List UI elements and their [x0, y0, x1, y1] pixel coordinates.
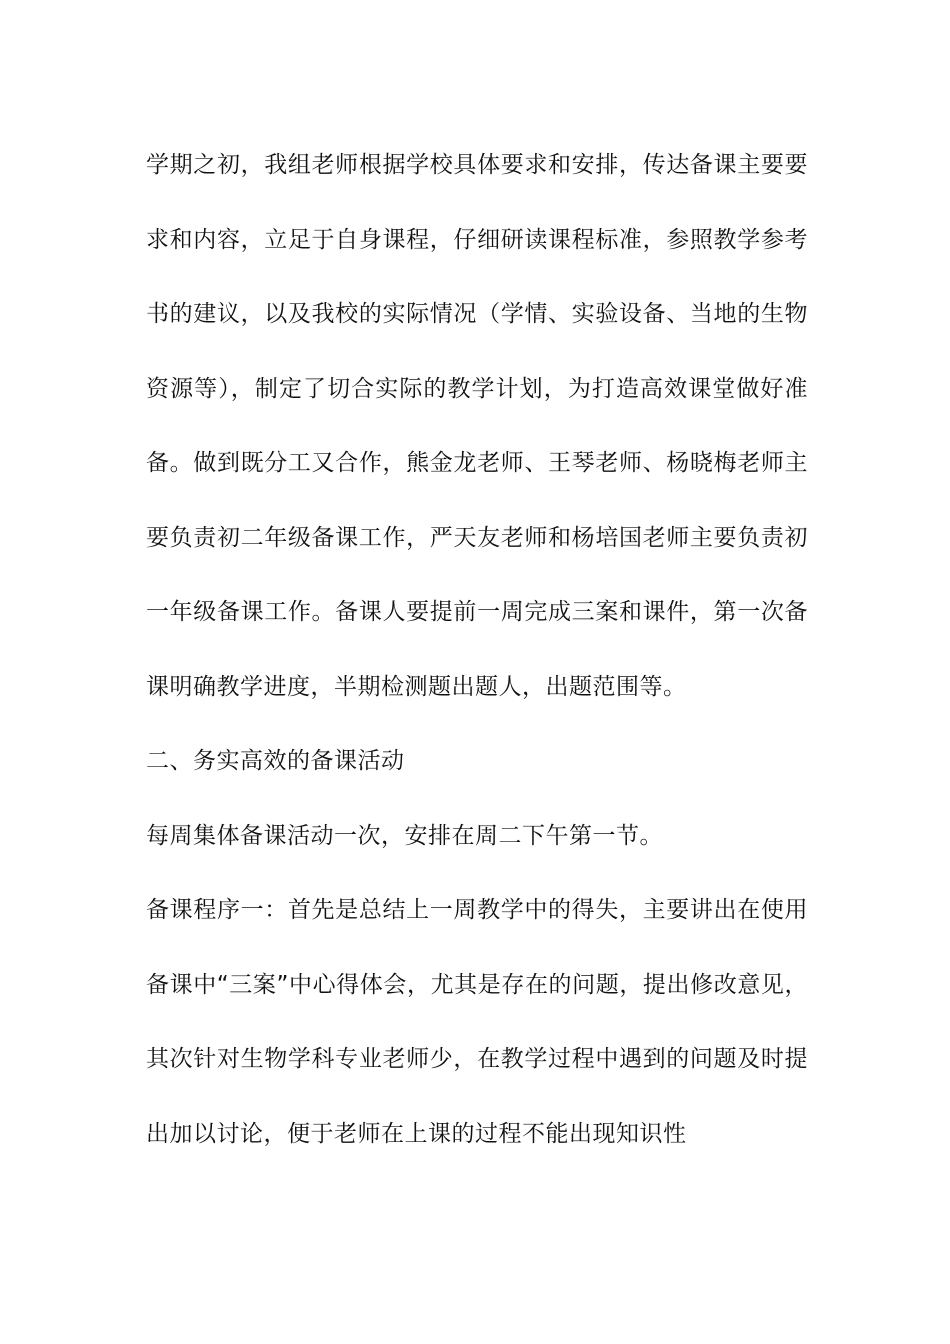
section-heading-lesson-activities: 二、务实高效的备课活动: [146, 748, 405, 774]
paragraph-lesson-planning-intro: 学期之初，我组老师根据学校具体要求和安排，传达备课主要要求和内容，立足于自身课程，仔细研读课程标准，参照教学参考书的建议，以及我校的实际情况（学情、实验设备、当地的生物资源等），制定了切合实际的教学计划，为打造高效课堂做好准备。做到既分工又合作，熊金龙老师、王琴老师、杨晓梅老师主要负责初二年级备课工作，严天友老师和杨培国老师主要负责初一年级备课工作。备课人要提前一周完成三案和课件，第一次备课明确教学进度，半期检测题出题人，出题范围等。: [146, 152, 808, 700]
paragraph-procedure-one: 备课程序一：首先是总结上一周教学中的得失，主要讲出在使用备课中“三案”中心得体会，尤其是存在的问题，提出修改意见，其次针对生物学科专业老师少，在教学过程中遇到的问题及时提出加以讨论，便于老师在上课的过程不能出现知识性: [146, 897, 808, 1147]
document-body: [146, 128, 808, 1171]
paragraph-weekly-schedule: 每周集体备课活动一次，安排在周二下午第一节。: [146, 822, 663, 849]
